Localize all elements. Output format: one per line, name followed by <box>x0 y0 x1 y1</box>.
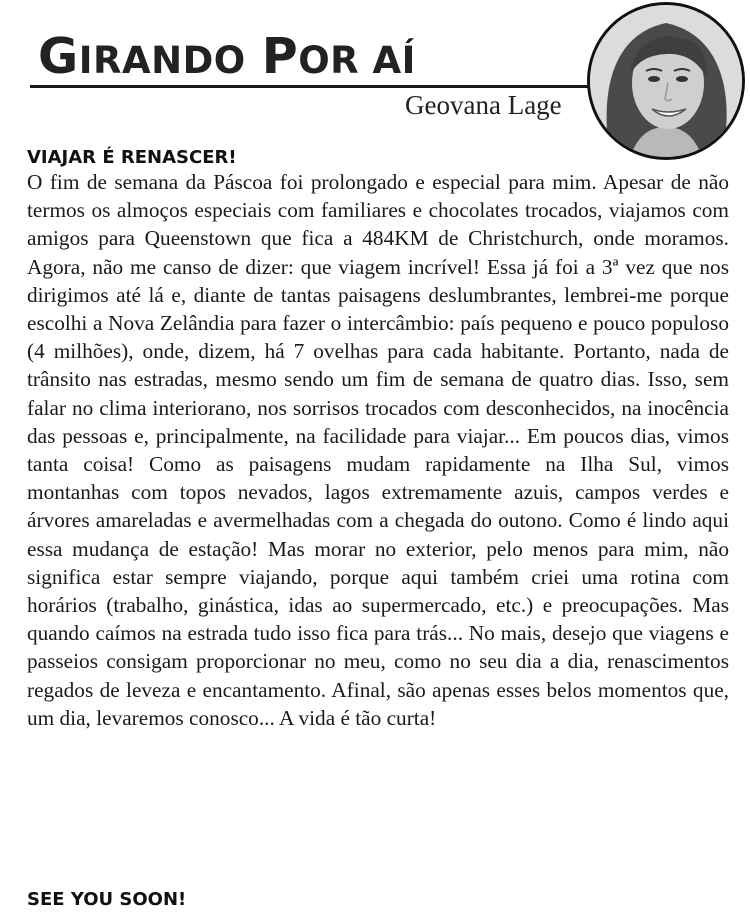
article-heading: VIAJAR É RENASCER! <box>27 147 237 168</box>
title-initial-1: G <box>38 28 79 85</box>
title-initial-2: P <box>261 28 299 85</box>
column-title <box>38 28 416 85</box>
article-closing: SEE YOU SOON! <box>27 889 187 910</box>
article-body: O fim de semana da Páscoa foi prolongado e especial para mim. Apesar de não termos os almoços especiais com familiares e chocolates trocados, viajamos com amigos para Queenstown que fica a 484KM de Christchurch, onde moramos. Agora, não me canso de dizer: que viagem incrível! Essa já foi a 3ª vez que nos dirigimos até lá e, diante de tantas paisagens deslumbrantes, lembrei-me porque escolhi a Nova Zelândia para fazer o intercâmbio: país pequeno e pouco populoso (4 milhões), onde, dizem, há 7 ovelhas para cada habitante. Portanto, nada de trânsito nas estradas, mesmo sendo um fim de semana de quatro dias. Isso, sem falar no clima interiorano, nos sorrisos trocados com desconhecidos, na inocência das pessoas e, principalmente, na facilidade para viajar... Em poucos dias, vimos tanta coisa! Como as paisagens mudam rapidamente na Ilha Sul, vimos montanhas com topos nevados, lagos extremamente azuis, campos verdes e árvores amareladas e avermelhadas com a chegada do outono. Como é lindo aqui essa mudança de estação! Mas morar no exterior, pelo menos para mim, não significa estar sempre viajando, porque aqui também criei uma rotina com horários (trabalho, ginástica, idas ao supermercado, etc.) e preocupações. Mas quando caímos na estrada tudo isso fica para trás... No mais, desejo que viagens e passeios consigam proporcionar no meu, como no seu dia a dia, renascimentos regados de leveza e encantamento. Afinal, são apenas esses belos momentos que, um dia, levaremos conosco... A vida é tão curta! <box>27 170 729 730</box>
author-portrait-image <box>590 5 742 157</box>
title-word-1: IRANDO <box>78 39 246 82</box>
header-rule <box>30 85 594 88</box>
column-header <box>0 0 750 140</box>
author-photo <box>587 2 745 160</box>
author-name: Geovana Lage <box>405 90 562 120</box>
title-word-2: OR AÍ <box>298 39 416 82</box>
